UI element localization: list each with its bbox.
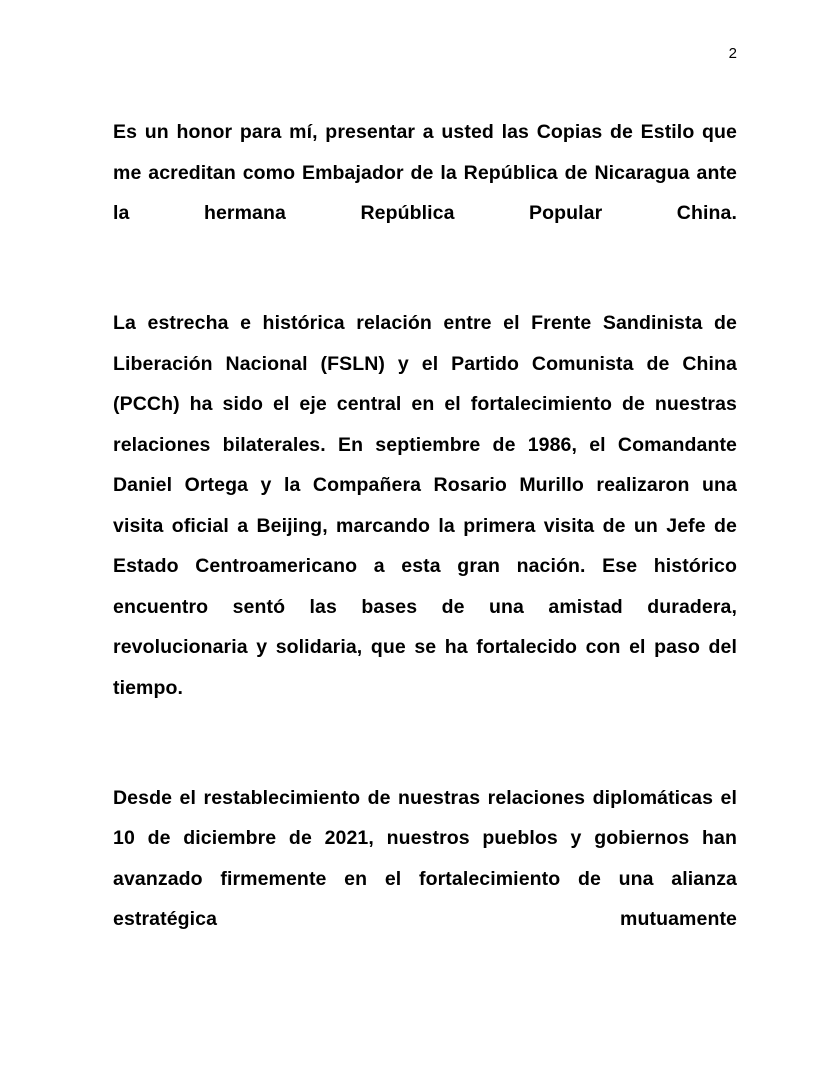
paragraph: Es un honor para mí, presentar a usted las Copias de Estilo que me acreditan como Embajador de la República de Nicaragua ante la hermana República Popular China.: [113, 121, 737, 224]
page-number: 2: [728, 45, 737, 62]
document-body: [113, 112, 737, 980]
paragraph: Desde el restablecimiento de nuestras relaciones diplomáticas el 10 de diciembre de 2021, nuestros pueblos y gobiernos han avanzado firmemente en el fortalecimiento de una alianza estratégica mutuamente: [113, 786, 737, 930]
paragraph: La estrecha e histórica relación entre el Frente Sandinista de Liberación Nacional (FSLN) y el Partido Comunista de China (PCCh) ha sido el eje central en el fortalecimiento de nuestras relaciones bilaterales. En septiembre de 1986, el Comandante Daniel Ortega y la Compañera Rosario Murillo realizaron una visita oficial a Beijing, marcando la primera visita de un Jefe de Estado Centroamericano a esta gran nación. Ese histórico encuentro sentó las bases de una amistad duradera, revolucionaria y solidaria, que se ha fortalecido con el paso del tiempo.: [113, 312, 737, 699]
